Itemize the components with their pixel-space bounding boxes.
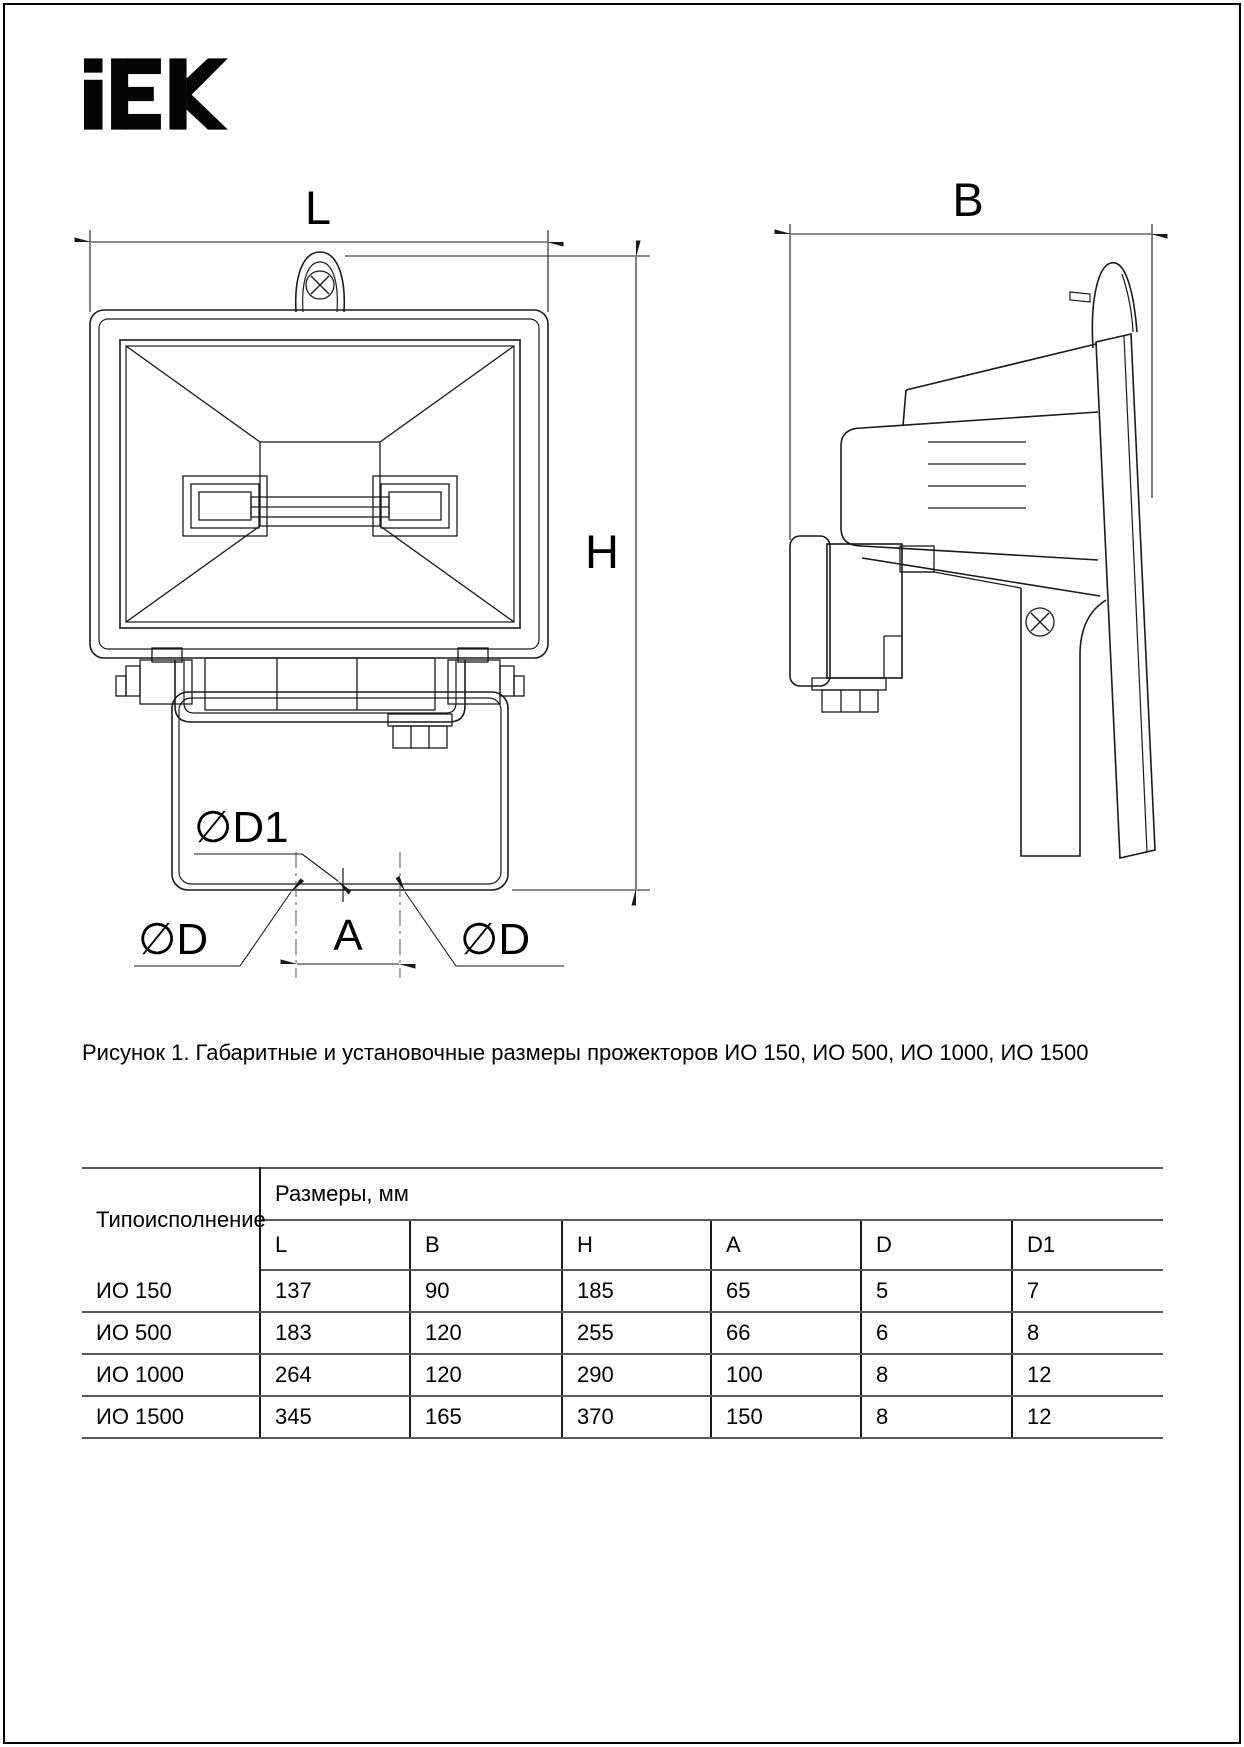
cable-gland-side [812, 678, 886, 712]
leader-d1 [194, 854, 338, 881]
lamp-holder-right [373, 476, 457, 536]
cell-B: 120 [410, 1312, 562, 1354]
lamp-assembly [183, 476, 457, 536]
row-type: ИО 1000 [82, 1354, 260, 1396]
hinge-right [448, 648, 524, 704]
cell-B: 120 [410, 1354, 562, 1396]
reflector [126, 346, 514, 622]
junction-box [790, 536, 902, 686]
cell-A: 66 [711, 1312, 861, 1354]
cell-D1: 12 [1012, 1354, 1163, 1396]
row-type: ИО 150 [82, 1270, 260, 1312]
cell-H: 255 [562, 1312, 711, 1354]
yoke-bracket [175, 658, 465, 722]
dim-label-H: H [585, 525, 619, 578]
table-col-A: A [711, 1220, 861, 1270]
dim-label-L: L [304, 181, 332, 234]
cell-H: 290 [562, 1354, 711, 1396]
table-col-D1: D1 [1012, 1220, 1163, 1270]
cell-H: 370 [562, 1396, 711, 1438]
row-type: ИО 500 [82, 1312, 260, 1354]
housing [90, 310, 548, 658]
cell-L: 345 [260, 1396, 410, 1438]
arm-screw-icon [1026, 608, 1054, 636]
front-view [90, 181, 650, 978]
vent-lines [928, 442, 1026, 508]
table-col-B: B [410, 1220, 562, 1270]
lens-frame [1096, 334, 1155, 858]
cell-D: 5 [861, 1270, 1012, 1312]
cell-L: 137 [260, 1270, 410, 1312]
cell-H: 185 [562, 1270, 711, 1312]
cell-D: 8 [861, 1354, 1012, 1396]
cell-A: 65 [711, 1270, 861, 1312]
hinge-left [116, 648, 192, 704]
lamp-holder-left [183, 476, 267, 536]
cell-D1: 12 [1012, 1396, 1163, 1438]
cell-B: 90 [410, 1270, 562, 1312]
table-col-H: H [562, 1220, 711, 1270]
cable-gland-front [388, 714, 452, 748]
label-d1: ∅D1 [194, 803, 289, 852]
reflector-back [260, 442, 380, 526]
table-col-D: D [861, 1220, 1012, 1270]
dim-label-B: B [952, 173, 984, 226]
cell-A: 150 [711, 1396, 861, 1438]
table-row [82, 1396, 1163, 1438]
dimensions-table [82, 1167, 1163, 1439]
table-row [82, 1270, 1163, 1312]
table-header-type: Типоисполнение [82, 1168, 260, 1270]
side-view [790, 173, 1155, 858]
hanging-loop [296, 252, 345, 312]
cell-D1: 7 [1012, 1270, 1163, 1312]
table-row [82, 1312, 1163, 1354]
table-row [82, 1354, 1163, 1396]
label-d-right: ∅D [460, 915, 531, 964]
body-underside [862, 558, 1100, 596]
cell-D: 8 [861, 1396, 1012, 1438]
cell-D1: 8 [1012, 1312, 1163, 1354]
figure-caption: Рисунок 1. Габаритные и установочные размеры прожекторов ИО 150, ИО 500, ИО 1000, ИО 1500 [82, 1040, 1089, 1065]
cell-B: 165 [410, 1396, 562, 1438]
row-type: ИО 1500 [82, 1396, 260, 1438]
cell-D: 6 [861, 1312, 1012, 1354]
loop-screw-icon [306, 271, 334, 299]
label-d-left: ∅D [138, 915, 209, 964]
cell-L: 264 [260, 1354, 410, 1396]
side-body [841, 344, 1100, 596]
table-col-L: L [260, 1220, 410, 1270]
cell-A: 100 [711, 1354, 861, 1396]
cell-L: 183 [260, 1312, 410, 1354]
table-header-dimensions-group: Размеры, мм [260, 1168, 1163, 1220]
dim-label-A: A [333, 911, 363, 960]
